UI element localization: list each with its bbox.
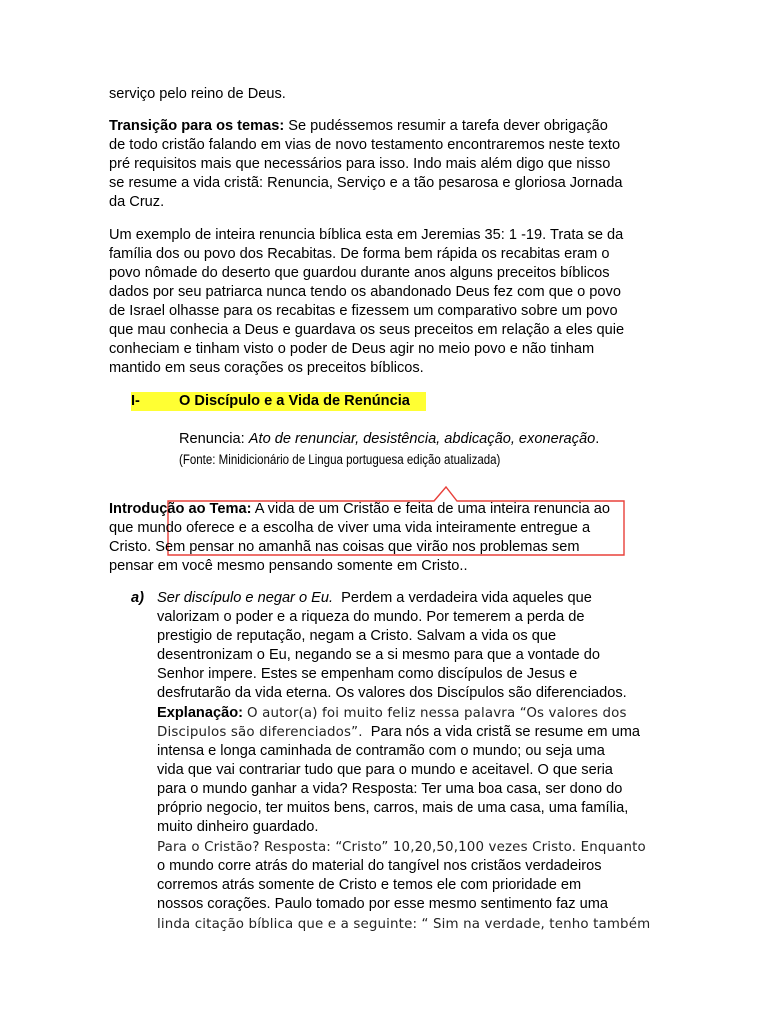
- paragraph-line: valorizam o poder e a riqueza do mundo. Por temerem a perda de: [157, 609, 585, 625]
- text-span: a): [131, 590, 144, 606]
- text-span: .: [595, 431, 600, 447]
- paragraph-line: nossos corações. Paulo tomado por esse mesmo sentimento faz uma: [157, 896, 609, 912]
- paragraph-line: próprio negocio, ter muitos bens, carros, mais de uma casa, uma família,: [157, 800, 629, 816]
- paragraph-line: Cristo. Sem pensar no amanhã nas coisas que virão nos problemas sem: [109, 539, 580, 555]
- paragraph-line: dados por seu patriarca nunca tendo os abandonado Deus fez com que o povo: [109, 284, 621, 300]
- intro-line: [109, 500, 610, 519]
- definition-word: Renuncia:: [179, 431, 245, 447]
- paragraph-line: o mundo corre atrás do material do tangível nos cristãos verdadeiros: [157, 858, 602, 874]
- paragraph-line: Um exemplo de inteira renuncia bíblica esta em Jeremias 35: 1 -19. Trata se da: [109, 227, 624, 243]
- item-title-line: [157, 589, 592, 608]
- paragraph-line: [157, 723, 640, 742]
- paragraph-line: para o mundo ganhar a vida? Resposta: Ter uma boa casa, ser dono do: [157, 781, 623, 797]
- paragraph-line: linda citação bíblica que e a seguinte: “ Sim na verdade, tenho também: [157, 917, 651, 932]
- text-span: A vida de um Cristão e feita de uma inteira renuncia ao: [254, 501, 611, 517]
- paragraph-line: prestigio de reputação, negam a Cristo. Salvam a vida os que: [157, 628, 557, 644]
- heading-number: I-: [131, 393, 140, 409]
- item-marker: [131, 589, 144, 608]
- paragraph-line: vida que vai contrariar tudo que para o mundo e aceitavel. O que seria: [157, 762, 613, 778]
- paragraph-line: de todo cristão falando em vias de novo testamento encontraremos neste texto: [109, 137, 621, 153]
- paragraph-line: família dos ou povo dos Recabitas. De forma bem rápida os recabitas eram o: [109, 246, 610, 262]
- explanation-line: [157, 704, 627, 723]
- paragraph-line: mantido em seus corações os preceitos bíblicos.: [109, 360, 424, 376]
- transition-label: Transição para os temas:: [109, 118, 285, 134]
- explanation-label: Explanação:: [157, 705, 243, 721]
- paragraph-line: conheciam e tinham visto o poder de Deus agir no meio povo e não tinham: [109, 341, 595, 357]
- definition-source: (Fonte: Minidicionário de Lingua portuguesa edição atualizada): [179, 452, 501, 467]
- paragraph-line: pensar em você mesmo pensando somente em Cristo..: [109, 558, 468, 574]
- paragraph-line: pré requisitos mais que necessários para isso. Indo mais além digo que nisso: [109, 156, 611, 172]
- heading-title: O Discípulo e a Vida de Renúncia: [179, 393, 410, 409]
- paragraph-line: que mau conhecia a Deus e guardava os seus preceitos em relação a eles quie: [109, 322, 625, 338]
- paragraph-line: de Israel olhasse para os recabitas e fizessem um comparativo sobre um povo: [109, 303, 618, 319]
- intro-label: Introdução ao Tema:: [109, 501, 252, 517]
- paragraph-line: desentronizam o Eu, negando se a si mesmo para que a vontade do: [157, 647, 600, 663]
- paragraph-line: Para o Cristão? Resposta: “Cristo” 10,20,50,100 vezes Cristo. Enquanto: [157, 840, 646, 855]
- text-span: Perdem a verdadeira vida aqueles que: [341, 590, 592, 606]
- paragraph-line: Senhor impere. Estes se empenham como discípulos de Jesus e: [157, 666, 578, 682]
- text-span: Para nós a vida cristã se resume em uma: [370, 724, 641, 740]
- item-title: Ser discípulo e negar o Eu.: [157, 590, 334, 606]
- paragraph-line: intensa e longa caminhada de contramão com o mundo; ou seja uma: [157, 743, 605, 759]
- paragraph-line: se resume a vida cristã: Renuncia, Serviço e a tão pesarosa e gloriosa Jornada: [109, 175, 623, 191]
- paragraph-line: da Cruz.: [109, 194, 165, 210]
- paragraph-line: muito dinheiro guardado.: [157, 819, 319, 835]
- paragraph-line: corremos atrás somente de Cristo e temos ele com prioridade em: [157, 877, 582, 893]
- paragraph-line: que mundo oferece e a escolha de viver uma vida inteiramente entregue a: [109, 520, 591, 536]
- paragraph-line: desfrutarão da vida eterna. Os valores dos Discípulos são diferenciados.: [157, 685, 627, 701]
- text-span: Se pudéssemos resumir a tarefa dever obrigação: [288, 118, 608, 134]
- paragraph-line: serviço pelo reino de Deus.: [109, 86, 286, 102]
- text-span: O autor(a) foi muito feliz nessa palavra “Os valores dos: [247, 706, 627, 721]
- definition-meaning: Ato de renunciar, desistência, abdicação, exoneração: [248, 431, 596, 447]
- text-span: Discipulos são diferenciados”.: [157, 725, 363, 740]
- paragraph-line: povo nômade do deserto que guardou durante anos alguns preceitos bíblicos: [109, 265, 610, 281]
